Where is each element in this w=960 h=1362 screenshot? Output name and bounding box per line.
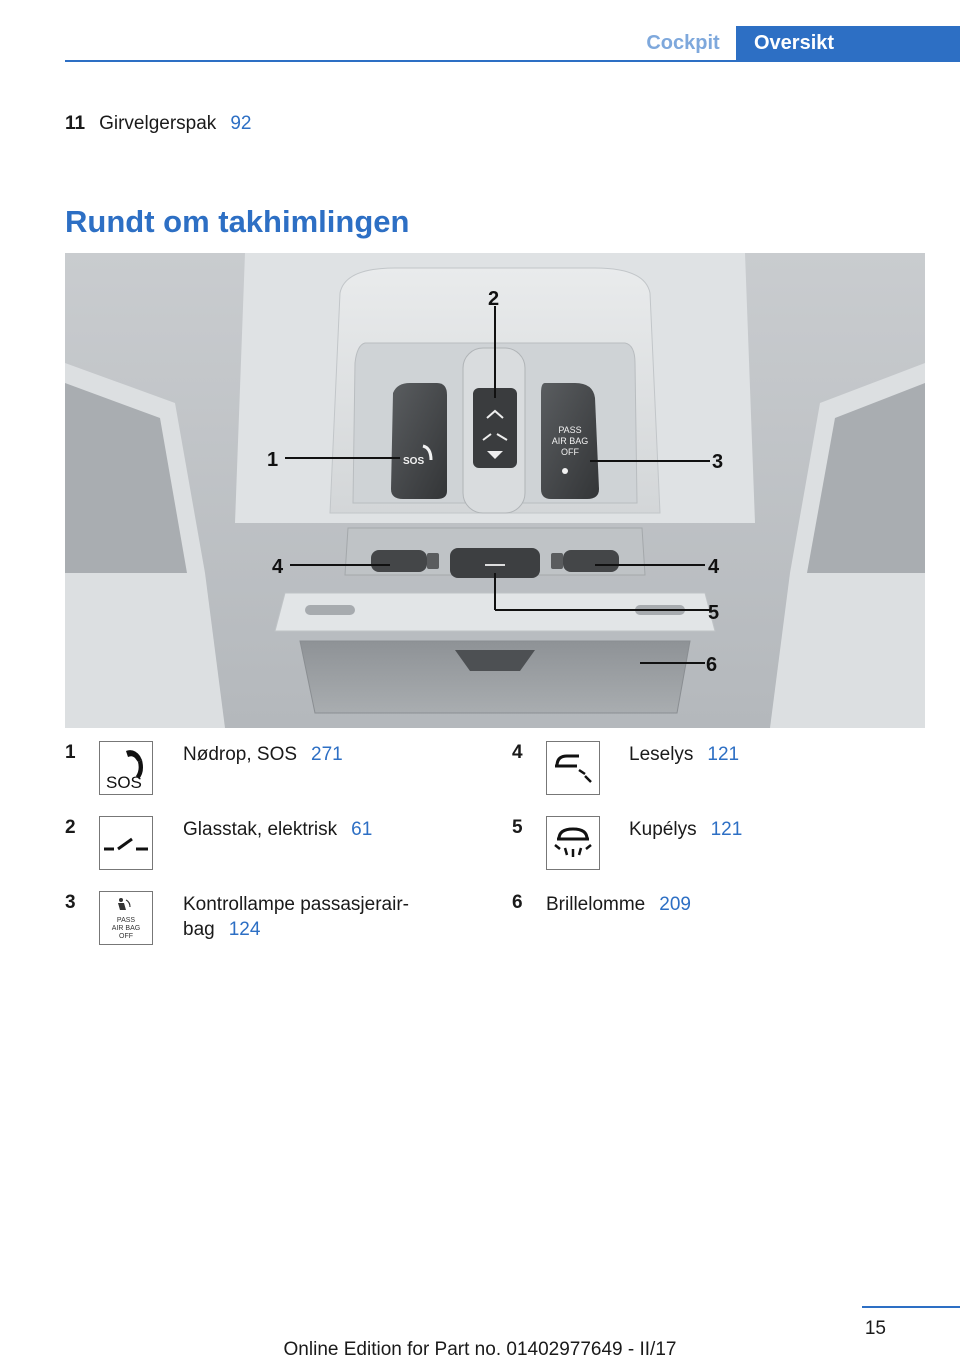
- legend-item-6: [546, 892, 691, 917]
- photo-pass-line1: PASS: [558, 425, 582, 435]
- legend-label-1: Nødrop, SOS: [183, 744, 298, 765]
- footer-edition: Online Edition for Part no. 01402977649 - II/17: [283, 1339, 677, 1360]
- footer-rule: [862, 1306, 960, 1308]
- callout-2: 2: [488, 288, 500, 310]
- callout-4-right: 4: [708, 556, 720, 578]
- overhead-console-photo: [65, 253, 925, 728]
- header-rule: [65, 60, 960, 62]
- sos-icon-text: SOS: [106, 773, 142, 792]
- legend-ref-2[interactable]: 61: [351, 819, 373, 840]
- sos-phone-icon: [99, 741, 153, 795]
- legend-label-2: Glasstak, elektrisk: [183, 819, 338, 840]
- legend-label-4: Leselys: [629, 744, 694, 765]
- legend-ref-4[interactable]: 121: [707, 744, 740, 765]
- legend-item-1: [183, 742, 343, 767]
- legend-item-4: [629, 742, 739, 767]
- photo-sos-text: SOS: [403, 456, 425, 467]
- intro-label: Girvelgerspak: [99, 113, 217, 134]
- callout-3: 3: [712, 451, 724, 473]
- page-header: [0, 26, 960, 62]
- pass-icon-line3: OFF: [119, 933, 133, 940]
- legend-number-5: 5: [512, 817, 523, 838]
- intro-line: [65, 113, 251, 135]
- tab-oversikt[interactable]: Oversikt: [736, 26, 960, 60]
- legend-item-3: [183, 892, 433, 942]
- legend-label-6: Brillelomme: [546, 894, 646, 915]
- legend-ref-6[interactable]: 209: [659, 894, 691, 915]
- reading-light-icon: [546, 741, 600, 795]
- legend-ref-1[interactable]: 271: [311, 744, 343, 765]
- intro-number: 11: [65, 113, 86, 134]
- intro-page-ref[interactable]: 92: [230, 113, 252, 134]
- callout-1: 1: [267, 449, 279, 471]
- legend-item-2: [183, 817, 372, 842]
- legend-label-3-line2: bag: [183, 919, 215, 940]
- glass-roof-icon: [99, 816, 153, 870]
- legend-label-3-line1: Kontrollampe passasjerair-: [183, 894, 409, 915]
- section-title: Rundt om takhimlingen: [65, 204, 410, 239]
- callout-6: 6: [706, 654, 718, 676]
- callout-4-left: 4: [272, 556, 284, 578]
- legend-number-1: 1: [65, 742, 76, 763]
- pass-airbag-off-icon: [99, 891, 153, 945]
- legend-ref-5[interactable]: 121: [710, 819, 743, 840]
- callout-5: 5: [708, 602, 720, 624]
- legend-number-6: 6: [512, 892, 523, 913]
- pass-icon-line1: PASS: [116, 917, 136, 924]
- interior-light-icon: [546, 816, 600, 870]
- legend-number-3: 3: [65, 892, 76, 913]
- photo-pass-line3: OFF: [561, 447, 579, 457]
- pass-icon-line2: AIR BAG: [111, 925, 141, 932]
- legend-number-2: 2: [65, 817, 76, 838]
- legend-item-5: [629, 817, 742, 842]
- photo-pass-line2: AIR BAG: [551, 436, 589, 446]
- page-number: 15: [864, 1318, 886, 1339]
- tab-cockpit[interactable]: Cockpit: [646, 32, 720, 54]
- legend-number-4: 4: [512, 742, 523, 763]
- legend-ref-3[interactable]: 124: [228, 919, 261, 940]
- legend-label-5: Kupélys: [629, 819, 697, 840]
